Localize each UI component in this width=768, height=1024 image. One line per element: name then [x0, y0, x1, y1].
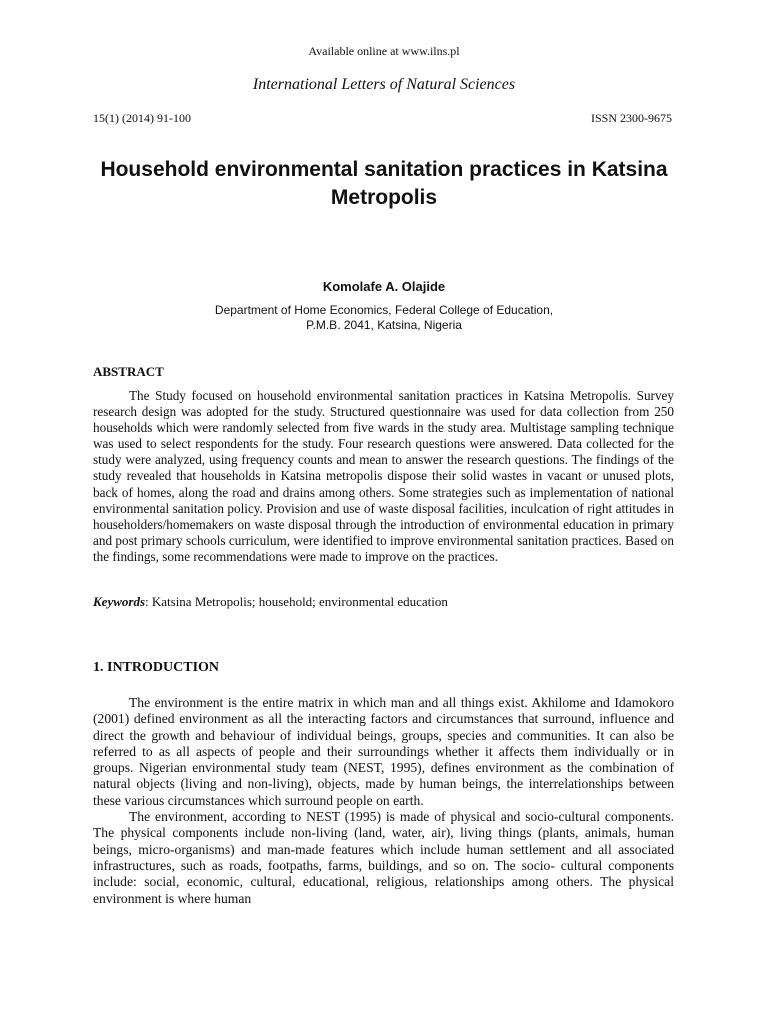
volume-info: 15(1) (2014) 91-100	[93, 111, 191, 125]
abstract-heading: ABSTRACT	[93, 364, 164, 379]
paper-title: Household environmental sanitation practices in Katsina Metropolis	[100, 158, 668, 209]
paragraph: The environment, according to NEST (1995) is made of physical and socio-cultural components. The physical components include non-living (land, water, air), living things (plants, animals, human beings, micro-organisms) and man-made features which include human settlement and all associated infrastructures, such as roads, footpaths, farms, buildings, and so on. The socio- cultural components include: social, economic, cultural, educational, religious, relationships among others. The physical environment is where human	[93, 809, 674, 906]
affiliation-line-2: P.M.B. 2041, Katsina, Nigeria	[306, 318, 462, 332]
author-name: Komolafe A. Olajide	[322, 279, 446, 294]
keywords-list: : Katsina Metropolis; household; environmental education	[145, 594, 448, 609]
paragraph: The environment is the entire matrix in which man and all things exist. Akhilome and Idamokoro (2001) defined environment as all the interacting factors and circumstances that surround, influence and direct the growth and behaviour of individual beings, groups, species and communities. It can also be referred to as all aspects of people and their surroundings whether it affects them individually or in groups. Nigerian environmental study team (NEST, 1995), defines environment as the combination of natural objects (living and non-living), objects, made by human beings, the interrelationships between these various circumstances which surround people on earth.	[93, 695, 674, 808]
affiliation-line-1: Department of Home Economics, Federal College of Education,	[214, 303, 554, 317]
author-affiliation	[0, 303, 768, 333]
keywords-label: Keywords	[93, 594, 145, 609]
abstract-text: The Study focused on household environmental sanitation practices in Katsina Metropolis. Survey research design was adopted for the study. Structured questionnaire was used for data collection from 250 households which were randomly selected from five wards in the study area. Multistage sampling technique was used to select respondents for the study. Four research questions were answered. Data collected for the study were analyzed, using frequency counts and mean to answer the research questions. The findings of the study revealed that households in Katsina metropolis dispose their solid wastes in vacant or unused plots, back of homes, along the road and drains among others. Some strategies such as implementation of national environmental sanitation policy. Provision and use of waste disposal facilities, inculcation of right attitudes in householders/homemakers on waste disposal through the introduction of environmental education in primary and post primary schools curriculum, were identified to improve environmental sanitation practices. Based on the findings, some recommendations were made to improve on the practices.	[93, 388, 674, 564]
section-heading-introduction: 1. INTRODUCTION	[93, 660, 220, 675]
keywords	[93, 594, 674, 610]
availability-note: Available online at www.ilns.pl	[308, 44, 460, 58]
journal-name: International Letters of Natural Sciences	[252, 76, 516, 93]
introduction-body	[93, 695, 674, 907]
issn: ISSN 2300-9675	[590, 111, 672, 125]
